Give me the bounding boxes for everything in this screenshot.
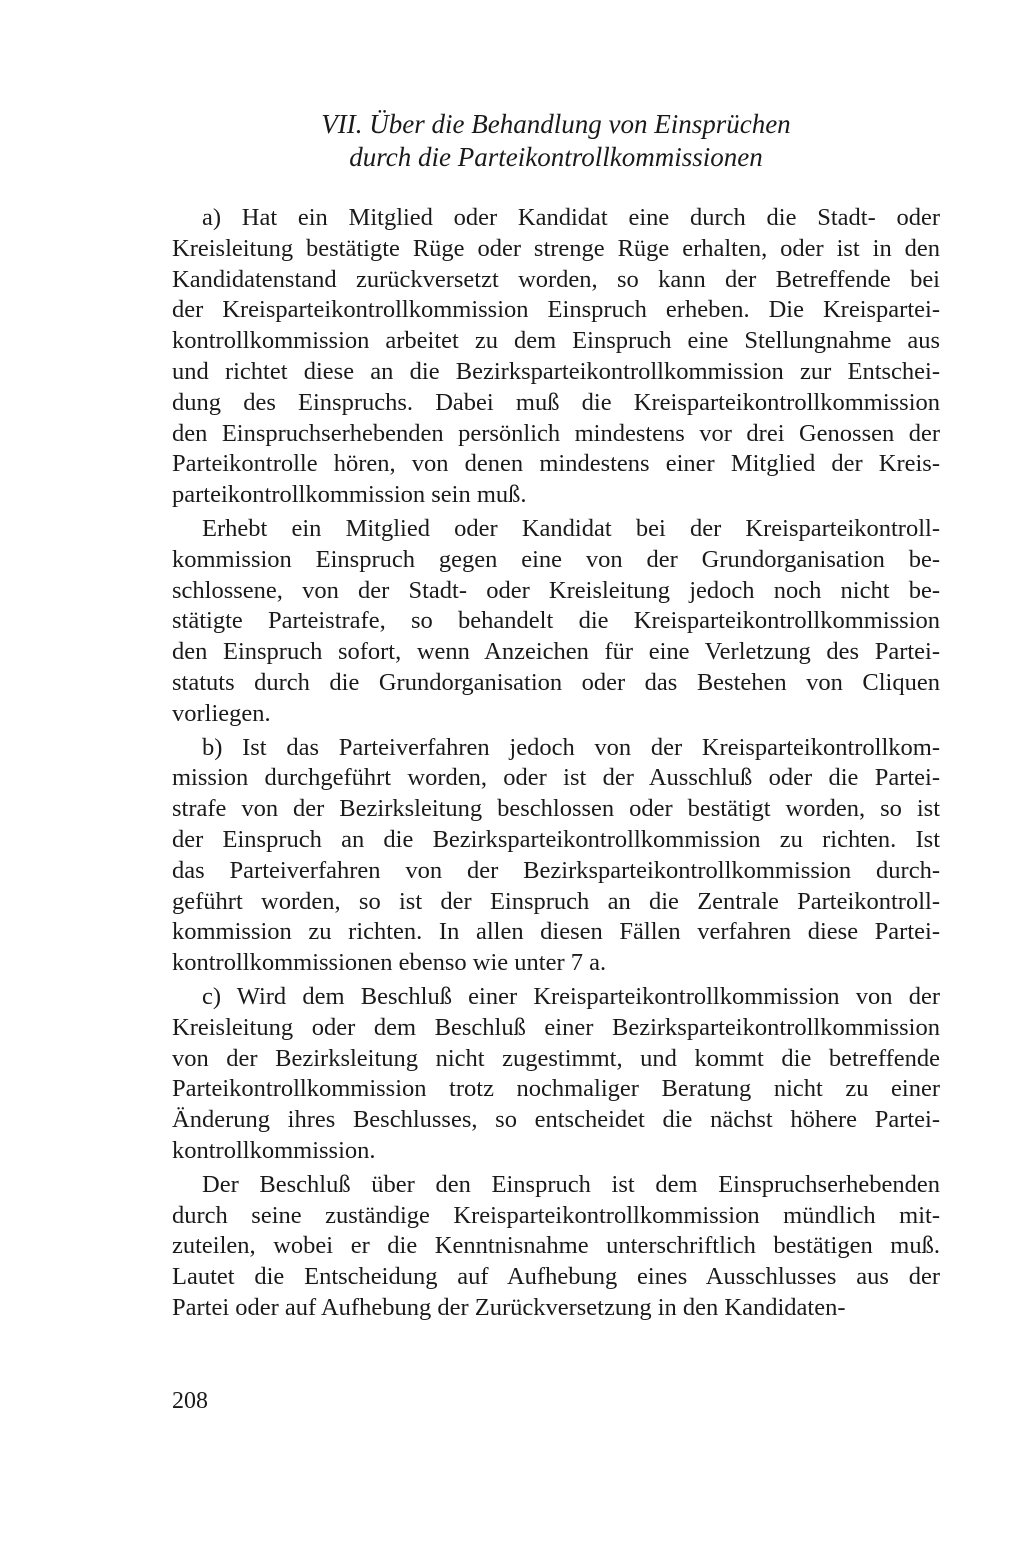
text-line: das Parteiverfahren von der Bezirksparteikontrollkommission durch- [172, 856, 940, 884]
text-line: von der Bezirksleitung nicht zugestimmt, und kommt die betreffende [172, 1044, 940, 1072]
text-line: geführt worden, so ist der Einspruch an die Zentrale Parteikontroll- [172, 887, 940, 915]
text-line: Partei oder auf Aufhebung der Zurückversetzung in den Kandidaten- [172, 1293, 846, 1321]
text-line: Kreisleitung bestätigte Rüge oder strenge Rüge erhalten, oder ist in den [172, 234, 940, 262]
page-number: 208 [172, 1388, 208, 1414]
text-line: schlossene, von der Stadt- oder Kreisleitung jedoch noch nicht be- [172, 576, 940, 604]
paragraph [172, 203, 940, 511]
text-line: strafe von der Bezirksleitung beschlossen oder bestätigt worden, so ist [172, 795, 940, 823]
text-line: mission durchgeführt worden, oder ist der Ausschluß oder die Partei- [172, 764, 940, 792]
body-text [172, 203, 940, 1327]
text-line: Kreisleitung oder dem Beschluß einer Bezirksparteikontrollkommission [172, 1013, 940, 1041]
text-line: a) Hat ein Mitglied oder Kandidat eine durch die Stadt- oder [202, 204, 940, 231]
text-line: Parteikontrollkommission trotz nochmaliger Beratung nicht zu einer [172, 1075, 940, 1103]
text-line: und richtet diese an die Bezirksparteikontrollkommission zur Entschei- [172, 357, 940, 385]
paragraph [172, 1170, 940, 1324]
text-line: Lautet die Entscheidung auf Aufhebung eines Ausschlusses aus der [172, 1263, 940, 1291]
paragraph [172, 982, 940, 1167]
text-line: kontrollkommission. [172, 1136, 376, 1164]
text-line: dung des Einspruchs. Dabei muß die Kreisparteikontrollkommission [172, 388, 940, 416]
section-heading [172, 108, 940, 174]
text-line: statuts durch die Grundorganisation oder das Bestehen von Cliquen [172, 668, 940, 696]
text-line: Änderung ihres Beschlusses, so entscheidet die nächst höhere Partei- [172, 1106, 940, 1134]
paragraph [172, 514, 940, 730]
text-line: durch seine zuständige Kreisparteikontrollkommission mündlich mit- [172, 1201, 940, 1229]
text-line: parteikontrollkommission sein muß. [172, 481, 527, 509]
text-line: c) Wird dem Beschluß einer Kreisparteikontrollkommission von der [202, 982, 940, 1010]
text-line: zuteilen, wobei er die Kenntnisnahme unterschriftlich bestätigen muß. [172, 1232, 940, 1260]
text-line: vorliegen. [172, 699, 271, 727]
text-line: Der Beschluß über den Einspruch ist dem Einspruchserhebenden [202, 1170, 940, 1198]
text-line: stätigte Parteistrafe, so behandelt die Kreisparteikontrollkommission [172, 607, 940, 635]
heading-line: VII. Über die Behandlung von Einsprüchen [321, 109, 791, 139]
paragraph [172, 733, 940, 979]
text-line: kontrollkommissionen ebenso wie unter 7 a. [172, 949, 607, 977]
text-line: kontrollkommission arbeitet zu dem Einspruch eine Stellungnahme aus [172, 327, 940, 355]
heading-line: durch die Parteikontrollkommissionen [349, 142, 763, 172]
text-line: den Einspruchserhebenden persönlich mindestens vor drei Genossen der [172, 419, 940, 447]
text-line: Parteikontrolle hören, von denen mindestens einer Mitglied der Kreis- [172, 450, 940, 478]
text-line: Kandidatenstand zurückversetzt worden, so kann der Betreffende bei [172, 265, 940, 293]
text-line: Erhebt ein Mitglied oder Kandidat bei der Kreisparteikontroll- [202, 514, 940, 542]
text-line: kommission Einspruch gegen eine von der Grundorganisation be- [172, 545, 940, 573]
text-line: den Einspruch sofort, wenn Anzeichen für eine Verletzung des Partei- [172, 638, 940, 666]
text-line: der Einspruch an die Bezirksparteikontrollkommission zu richten. Ist [172, 825, 940, 853]
text-line: b) Ist das Parteiverfahren jedoch von der Kreisparteikontrollkom- [202, 733, 940, 761]
text-line: der Kreisparteikontrollkommission Einspruch erheben. Die Kreispartei- [172, 296, 940, 324]
text-line: kommission zu richten. In allen diesen Fällen verfahren diese Partei- [172, 918, 940, 946]
